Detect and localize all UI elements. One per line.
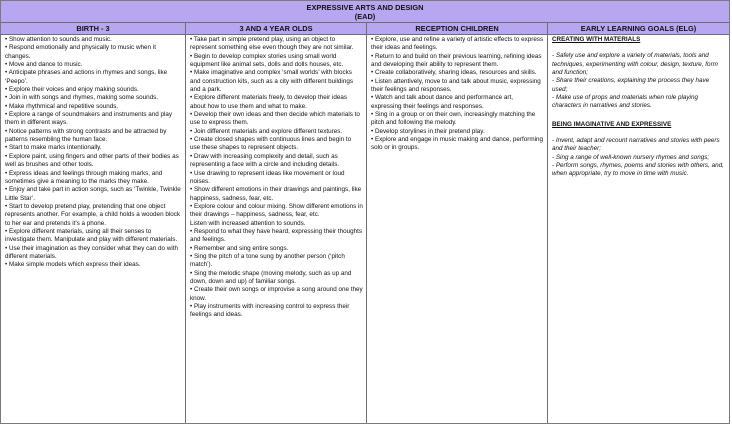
list-item: • Start to make marks intentionally. (5, 144, 102, 152)
goal-item: - Share their creations, explaining the process they have used; (552, 77, 710, 93)
header-reception: RECEPTION CHILDREN (415, 24, 499, 33)
birth-3-column (1, 35, 185, 423)
list-item: • Anticipate phrases and actions in rhymes and songs, like ‘Peepo’. (5, 69, 168, 85)
list-item: • Explore, use and refine a variety of artistic effects to express their ideas and feelings. (371, 36, 544, 52)
list-item: • Express ideas and feelings through making marks, and sometimes give a meaning to the marks they make. (5, 169, 163, 185)
list-item: • Sing the pitch of a tone sung by another person (‘pitch match’). (190, 252, 345, 269)
list-item: • Start to develop pretend play, pretending that one object represents another. For example, a child holds a wooden block to her ear and pretends it’s a phone. (5, 202, 181, 227)
elg-column (548, 35, 729, 423)
elg-subheading-imaginative: BEING IMAGINATIVE AND EXPRESSIVE (552, 120, 672, 128)
goal-item: - Perform songs, rhymes, poems and stories with others, and, when appropriate, try to move in time with music. (552, 162, 724, 178)
three-four-column (186, 35, 366, 423)
list-item: • Explore different materials, using all their senses to investigate them. Manipulate and play with different materials. (5, 227, 178, 244)
header-elg: EARLY LEARNING GOALS (ELG) (580, 24, 697, 33)
list-item: • Watch and talk about dance and performance art, expressing their feelings and responses. (371, 94, 513, 110)
list-item: • Show different emotions in their drawings and paintings, like happiness, sadness, fear, etc. (190, 186, 362, 202)
list-item: • Sing the melodic shape (moving melody, such as up and down, down and up) of familiar songs. (190, 269, 352, 285)
list-item: • Return to and build on their previous learning, refining ideas and developing their ability to represent them. (371, 52, 542, 69)
goal-item: - Safely use and explore a variety of materials, tools and techniques, experimenting with colour, design, texture, form and function; (552, 52, 718, 77)
list-item: • Enjoy and take part in action songs, such as ‘Twinkle, Twinkle Little Star’. (5, 186, 181, 202)
list-item: • Develop storylines in their pretend play. (371, 127, 485, 135)
list-item: • Remember and sing entire songs. (190, 244, 289, 252)
list-item: • Listen attentively, move to and talk about music, expressing their feelings and responses. (371, 77, 541, 94)
list-item: • Use drawing to represent ideas like movement or loud noises. (190, 169, 345, 185)
list-item: • Begin to develop complex stories using small world equipment like animal sets, dolls and dolls houses, etc. (190, 52, 344, 69)
goal-item: - Make use of props and materials when role playing characters in narratives and stories. (552, 94, 698, 110)
header-birth-3: BIRTH - 3 (76, 24, 110, 33)
list-item: • Join different materials and explore different textures. (190, 127, 343, 135)
list-item: • Draw with increasing complexity and detail, such as representing a face with a circle and including details. (190, 152, 340, 169)
list-item: • Create closed shapes with continuous lines and begin to use these shapes to represent objects. (190, 136, 352, 152)
list-item: • Play instruments with increasing control to express their feelings and ideas. (190, 303, 350, 319)
list-item: • Make simple models which express their ideas. (5, 261, 141, 269)
reception-column (367, 35, 547, 423)
list-item: • Make rhythmical and repetitive sounds. (5, 102, 119, 110)
table-title (1, 1, 729, 23)
list-item: • Respond to what they have heard, expressing their thoughts and feelings. (190, 227, 362, 244)
list-item: • Explore colour and colour mixing. Show different emotions in their drawings – happiness, sadness, fear, etc. (190, 202, 363, 219)
list-item: • Move and dance to music. (5, 61, 83, 69)
list-item: • Explore their voices and enjoy making sounds. (5, 86, 139, 94)
list-item: • Take part in simple pretend play, using an object to represent something else even though they are not similar. (190, 36, 354, 52)
list-item: • Explore different materials freely, to develop their ideas about how to use them and what to make. (190, 94, 348, 110)
elg-subheading-creating: CREATING WITH MATERIALS (552, 36, 641, 43)
list-item: Listen with increased attention to sounds. (190, 219, 306, 227)
list-item: • Respond emotionally and physically to music when it changes. (5, 44, 156, 60)
list-item: • Sing in a group or on their own, increasingly matching the pitch and following the melody. (371, 111, 536, 127)
list-item: • Join in with songs and rhymes, making some sounds. (5, 94, 159, 102)
column-header-row (1, 23, 729, 35)
list-item: • Develop their own ideas and then decide which materials to use to express them. (190, 111, 360, 127)
list-item: • Explore and engage in music making and dance, performing solo or in groups. (371, 136, 543, 152)
list-item: • Explore a range of soundmakers and instruments and play them in different ways. (5, 111, 173, 127)
list-item: • Notice patterns with strong contrasts and be attracted by patterns resembling the human face. (5, 127, 167, 144)
header-3-4-year-olds: 3 AND 4 YEAR OLDS (239, 24, 313, 33)
list-item: • Explore paint, using fingers and other parts of their bodies as well as brushes and other tools. (5, 152, 179, 169)
list-item: • Make imaginative and complex ‘small worlds’ with blocks and construction kits, such as a city with different buildings and a park. (190, 69, 353, 94)
goal-item: - Sing a range of well-known nursery rhymes and songs; (552, 153, 710, 161)
list-item: • Create collaboratively, sharing ideas, resources and skills. (371, 69, 537, 77)
list-item: • Use their imagination as they consider what they can do with different materials. (5, 244, 179, 260)
list-item: • Show attention to sounds and music. (5, 36, 112, 43)
list-item: • Create their own songs or improvise a song around one they know. (190, 286, 363, 302)
goal-item: - Invent, adapt and recount narratives and stories with peers and their teacher; (552, 137, 720, 153)
title-line-2: (EAD) (354, 12, 376, 21)
title-line-1: EXPRESSIVE ARTS AND DESIGN (306, 3, 424, 12)
